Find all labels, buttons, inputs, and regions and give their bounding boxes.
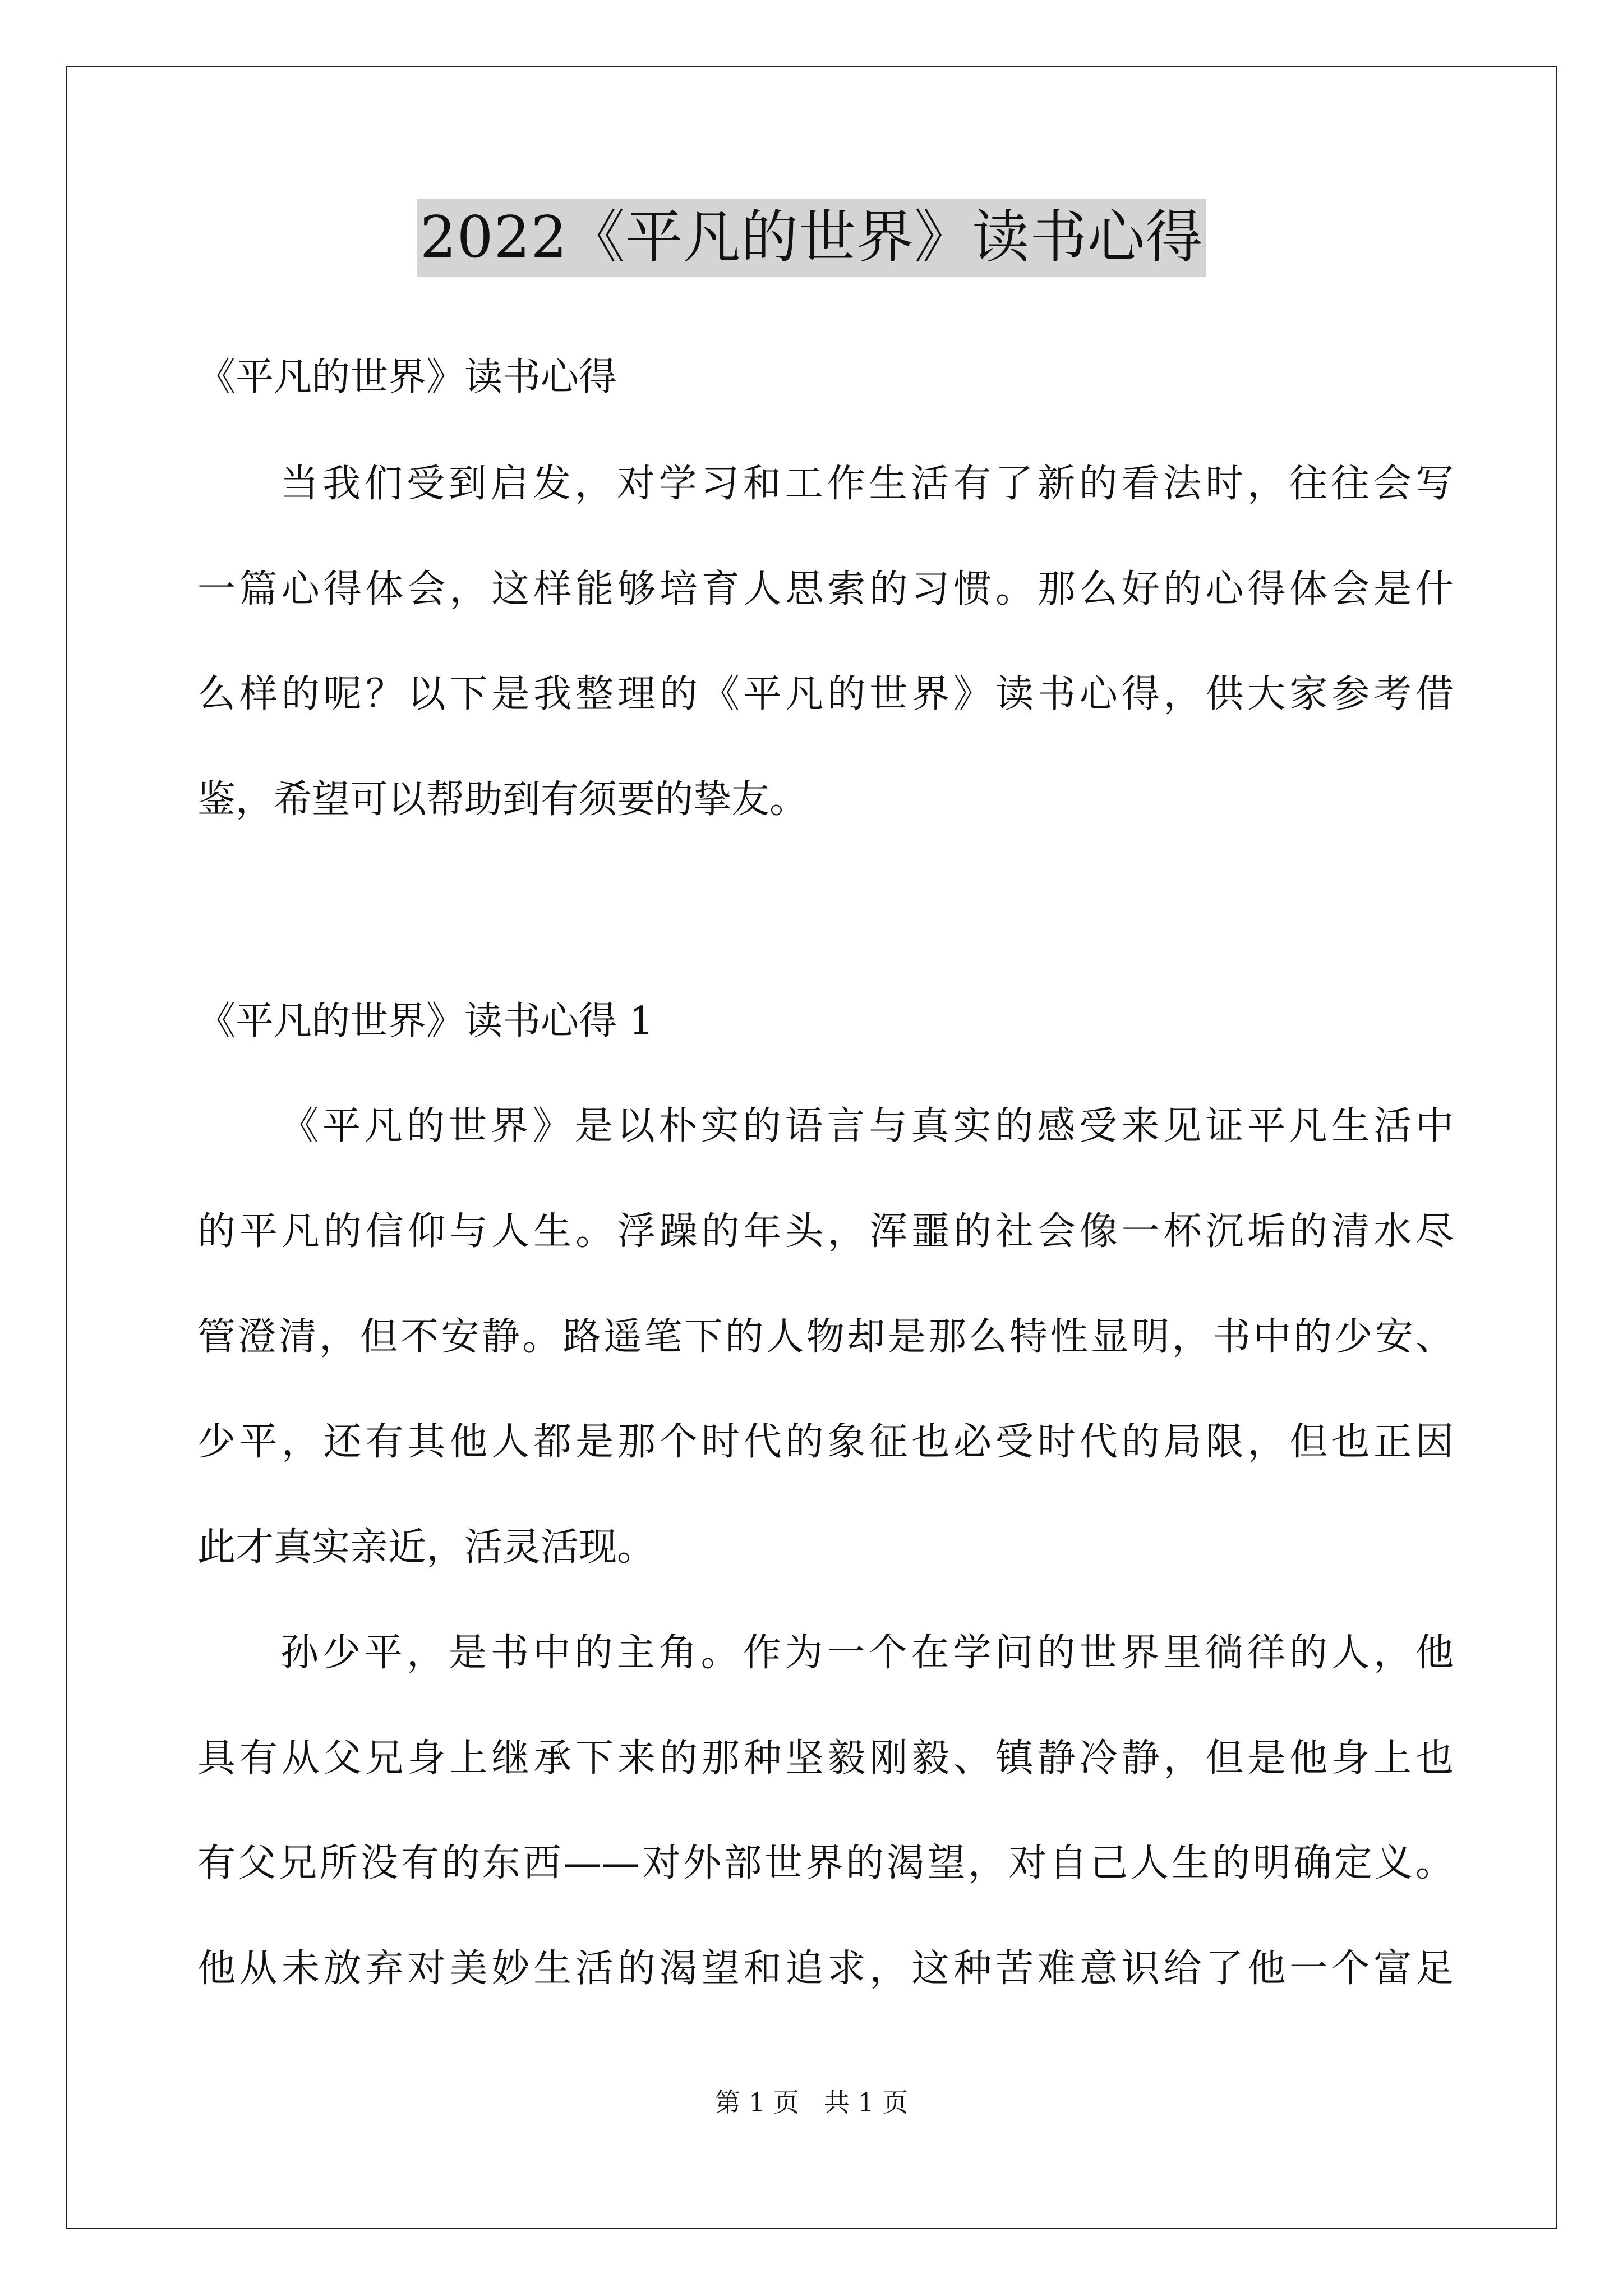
intro-heading: 《平凡的世界》读书心得	[197, 355, 617, 399]
paragraph-line: 少平，还有其他人都是那个时代的象征也必受时代的局限，但也正因	[197, 1420, 1454, 1464]
document-title: 2022《平凡的世界》读书心得	[417, 199, 1207, 277]
paragraph-line: 的平凡的信仰与人生。浮躁的年头，浑噩的社会像一杯沉垢的清水尽	[197, 1209, 1454, 1254]
paragraph-line: 孙少平，是书中的主角。作为一个在学问的世界里徜徉的人，他	[280, 1631, 1454, 1675]
intro-line: 当我们受到启发，对学习和工作生活有了新的看法时，往往会写	[280, 462, 1454, 506]
page-footer: 第 1 页 共 1 页	[714, 2087, 909, 2118]
section-heading-1: 《平凡的世界》读书心得 1	[197, 999, 653, 1043]
paragraph-line: 具有从父兄身上继承下来的那种坚毅刚毅、镇静冷静，但是他身上也	[197, 1736, 1454, 1780]
intro-line: 一篇心得体会，这样能够培育人思索的习惯。那么好的心得体会是什	[197, 567, 1454, 611]
paragraph-line: 《平凡的世界》是以朴实的语言与真实的感受来见证平凡生活中	[280, 1104, 1454, 1148]
paragraph-line: 他从未放弃对美妙生活的渴望和追求，这种苦难意识给了他一个富足	[197, 1947, 1454, 1991]
intro-line: 么样的呢？以下是我整理的《平凡的世界》读书心得，供大家参考借	[197, 672, 1454, 716]
title-container	[0, 199, 1623, 277]
paragraph-line: 有父兄所没有的东西——对外部世界的渴望，对自己人生的明确定义。	[197, 1841, 1454, 1885]
intro-line: 鉴，希望可以帮助到有须要的挚友。	[197, 777, 808, 822]
paragraph-line: 此才真实亲近，活灵活现。	[197, 1525, 656, 1570]
paragraph-line: 管澄清，但不安静。路遥笔下的人物却是那么特性显明，书中的少安、	[197, 1315, 1454, 1359]
